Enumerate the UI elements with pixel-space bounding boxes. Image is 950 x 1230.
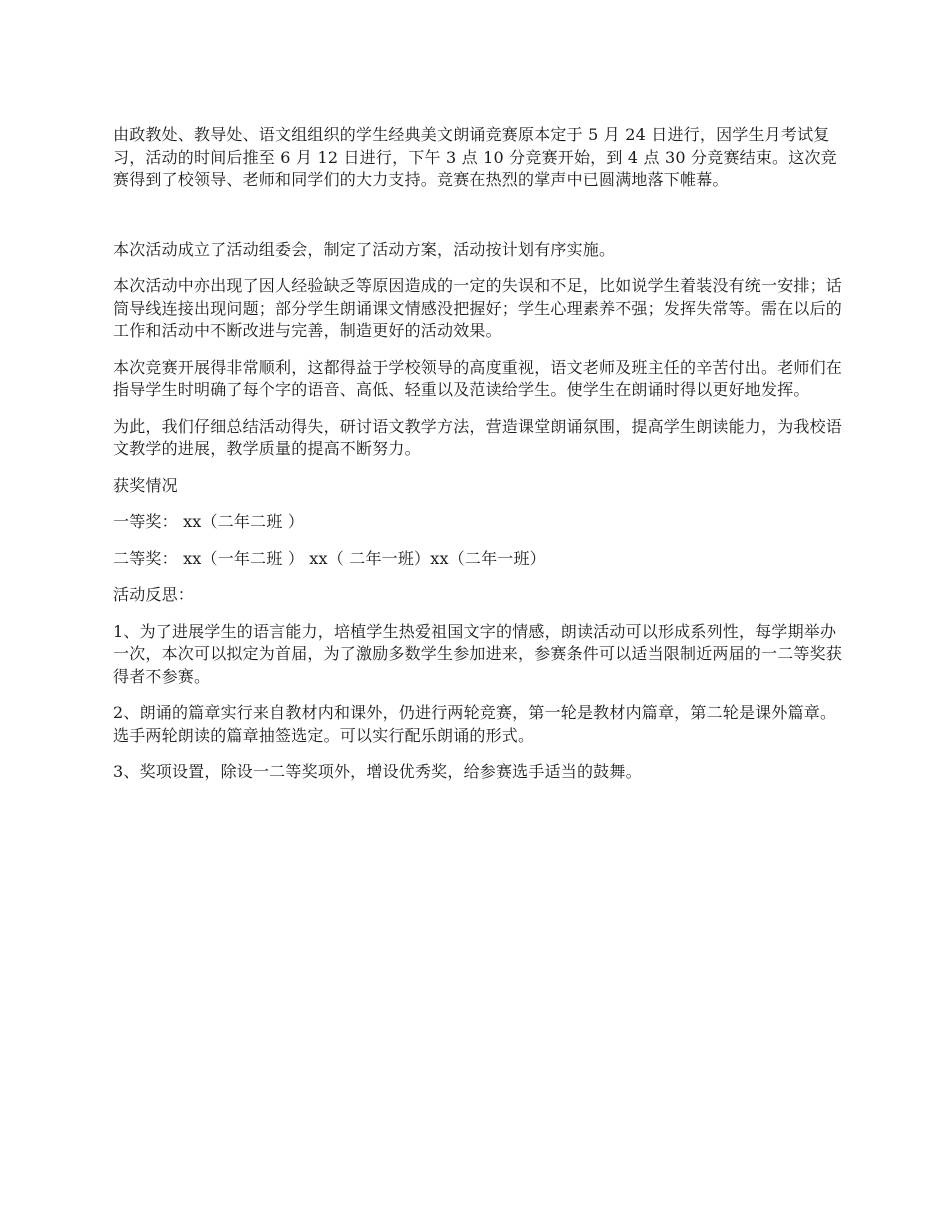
reflection-item-1: 1、为了进展学生的语言能力，培植学生热爱祖国文字的情感，朗读活动可以形成系列性，每学期举办一次，本次可以拟定为首届，为了激励多数学生参加进来，参赛条件可以适当限制近两届的一二等奖获得者不参赛。 [113, 621, 843, 686]
summary-paragraph: 为此，我们仔细总结活动得失，研讨语文教学方法，营造课堂朗诵氛围，提高学生朗读能力，为我校语文教学的进展，教学质量的提高不断努力。 [113, 416, 843, 458]
success-paragraph: 本次竞赛开展得非常顺利，这都得益于学校领导的高度重视，语文老师及班主任的辛苦付出。老师们在指导学生时明确了每个字的语音、高低、轻重以及范读给学生。使学生在朗诵时得以更好地发挥。 [113, 357, 843, 399]
reflection-item-3: 3、奖项设置，除设一二等奖项外，增设优秀奖，给参赛选手适当的鼓舞。 [113, 762, 642, 781]
shortcomings-paragraph: 本次活动中亦出现了因人经验缺乏等原因造成的一定的失误和不足，比如说学生着装没有统一安排；话筒导线连接出现问题；部分学生朗诵课文情感没把握好；学生心理素养不强；发挥失常等。需在以后的工作和活动中不断改进与完善，制造更好的活动效果。 [113, 276, 843, 340]
reflection-item-2: 2、朗诵的篇章实行来自教材内和课外，仍进行两轮竞赛，第一轮是教材内篇章，第二轮是课外篇章。选手两轮朗读的篇章抽签选定。可以实行配乐朗诵的形式。 [113, 703, 837, 745]
document-body [113, 124, 843, 798]
first-prize-line: 一等奖： xx（二年二班 ） [113, 512, 305, 531]
paragraph-gap [113, 192, 843, 239]
reflection-heading: 活动反思： [113, 585, 195, 604]
intro-paragraph: 由政教处、教导处、语文组组织的学生经典美文朗诵竞赛原本定于 5 月 24 日进行，因学生月考试复习，活动的时间后推至 6 月 12 日进行，下午 3 点 10 分竞赛开始，到 4 点 30 分竞赛结束。这次竞赛得到了校领导、老师和同学们的大力支持。竞赛在热烈的掌声中已圆满地落下帷幕。 [113, 125, 837, 189]
organization-paragraph: 本次活动成立了活动组委会，制定了活动方案，活动按计划有序实施。 [113, 239, 616, 259]
awards-heading: 获奖情况 [113, 475, 178, 495]
second-prize-line: 二等奖： xx（一年二班 ） xx（ 二年一班）xx（二年一班） [113, 548, 546, 568]
